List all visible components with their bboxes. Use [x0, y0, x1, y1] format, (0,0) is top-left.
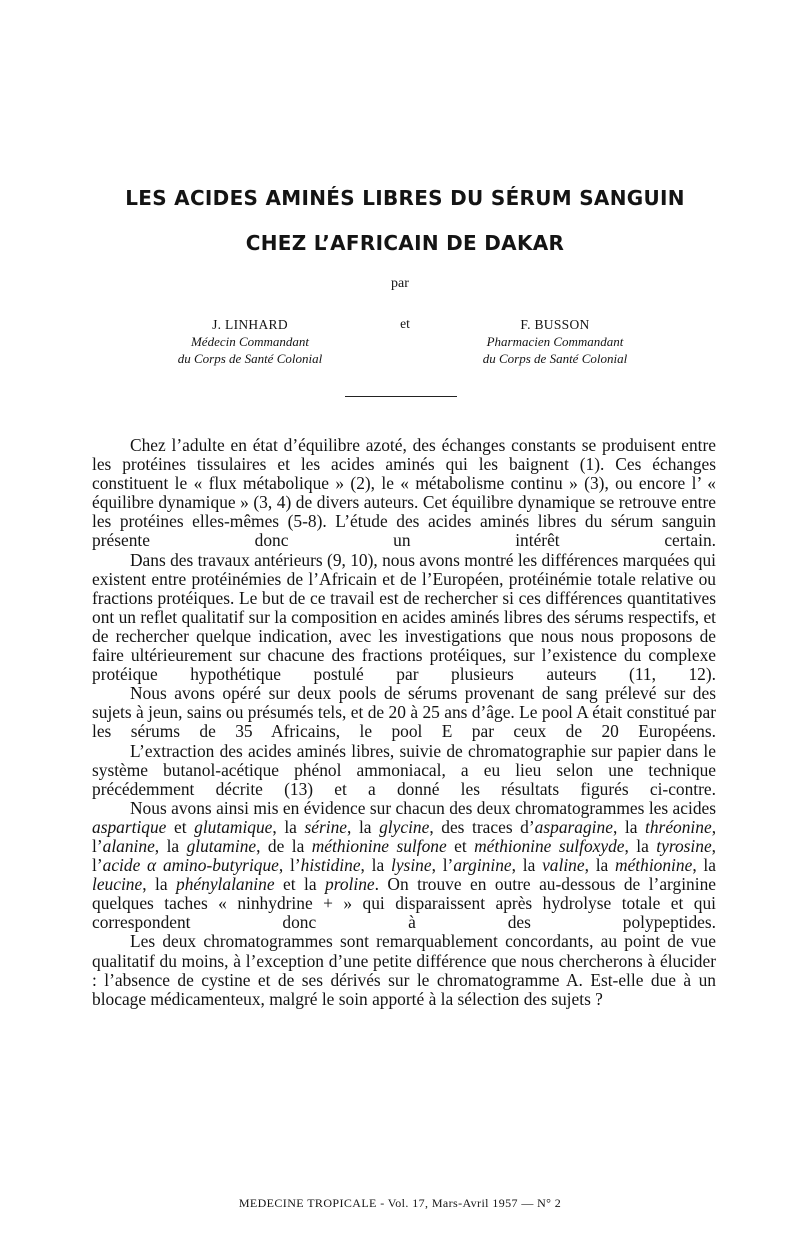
author-linhard: [105, 316, 395, 367]
author-role: Pharmacien Commandant: [486, 334, 624, 349]
separator-rule: [345, 396, 457, 397]
article-title-line-2: CHEZ L’AFRICAIN DE DAKAR: [245, 231, 565, 255]
paragraph-extraction: L’extraction des acides aminés libres, suivie de chromatographie sur papier dans le système butanol-acétique phénol ammoniacal, a eu lieu selon une technique précédemment décrite (13) et a donné les résultats figurés ci-contre.: [92, 740, 716, 799]
paragraph-aim: Dans des travaux antérieurs (9, 10), nous avons montré les différences marquées qui existent entre protéinémies de l’Africain et de l’Européen, protéinémie totale relative ou fractions protéiques. Le but de ce travail est de rechercher si ces différences quantitatives ont un reflet qualitatif sur la composition en acides aminés libres des sérums respectifs, et de rechercher quelque indication, avec les investigations que nous nous proposons de faire ultérieurement sur chacune des fractions protéiques, sur l’existence du complexe protéique hypothétique postulé par plusieurs auteurs (11, 12).: [92, 549, 716, 685]
author-name: J. LINHARD: [212, 317, 288, 332]
byline: par: [391, 276, 409, 291]
author-role: Médecin Commandant: [190, 334, 310, 349]
article-body: [92, 436, 716, 1009]
article-title-line-1: LES ACIDES AMINÉS LIBRES DU SÉRUM SANGUIN: [125, 186, 685, 210]
author-affiliation: du Corps de Santé Colonial: [482, 351, 628, 366]
author-affiliation: du Corps de Santé Colonial: [177, 351, 323, 366]
author-conjunction: et: [400, 316, 410, 331]
author-name: F. BUSSON: [520, 317, 590, 332]
journal-footer: MEDECINE TROPICALE - Vol. 17, Mars-Avril 1957 — N° 2: [238, 1196, 562, 1210]
paragraph-intro: Chez l’adulte en état d’équilibre azoté, des échanges constants se produisent entre les protéines tissulaires et les acides aminés qui les baignent (1). Ces échanges constituent le « flux métabolique » (2), le « métabolisme continu » (3), ou encore l’ « équilibre dynamique » (3, 4) de divers auteurs. Cet équilibre dynamique se retrouve entre les protéines elles-mêmes (5-8). L’étude des acides aminés libres du sérum sanguin présente donc un intérêt certain.: [92, 435, 716, 551]
paragraph-method-pools: Nous avons opéré sur deux pools de sérums provenant de sang prélevé sur des sujets à jeun, sains ou présumés tels, et de 20 à 25 ans d’âge. Le pool A était constitué par les sérums de 35 Africains, le pool E par ceux de 20 Européens.: [92, 683, 716, 742]
paragraph-amino-acids: Nous avons ainsi mis en évidence sur chacun des deux chromatogrammes les acides aspartique et glutamique, la sérine, la glycine, des traces d’asparagine, la thréonine, l’alanine, la glutamine, de la méthionine sulfone et méthionine sulfoxyde, la tyrosine, l’acide α amino-butyrique, l’histidine, la lysine, l’arginine, la valine, la méthionine, la leucine, la phénylalanine et la proline. On trouve en outre au-dessous de l’arginine quelques taches « ninhydrine + » qui disparaissent après hydrolyse totale et qui correspondent donc à des polypeptides.: [92, 797, 717, 933]
author-busson: [410, 316, 700, 367]
paragraph-comparison: Les deux chromatogrammes sont remarquablement concordants, au point de vue qualitatif du moins, à l’exception d’une petite différence que nous chercherons à élucider : l’absence de cystine et de ses dérivés sur le chromatogramme A. Est-elle due à un blocage médicamenteux, malgré le soin apporté à la sélection des sujets ?: [92, 931, 716, 1009]
